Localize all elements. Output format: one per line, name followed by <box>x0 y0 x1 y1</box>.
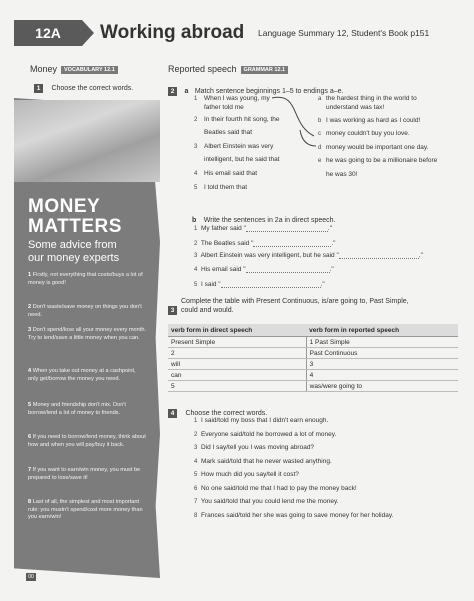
grammar-badge: GRAMMAR 12.1 <box>241 66 289 74</box>
ending-letter: a <box>318 96 322 102</box>
tip-4: 4 When you take out money at a cashpoint, only get/borrow the money you need. <box>28 368 136 382</box>
answer-line[interactable] <box>253 240 331 247</box>
page-title: Working abroad <box>100 22 245 43</box>
answer-line[interactable] <box>339 252 419 259</box>
answer-line[interactable] <box>221 281 321 288</box>
direct-speech-3[interactable]: 3 Albert Einstein was very intelligent, but he said " ." <box>194 252 423 259</box>
unit-arrow <box>82 20 94 46</box>
money-heading: Money <box>30 64 58 74</box>
sidebar-title-money: MONEY <box>28 196 101 217</box>
choice-item-7[interactable]: 7 You said/told that you could lend me the money. <box>194 498 339 505</box>
answer-line[interactable] <box>246 225 328 232</box>
beginning-4-line1: His email said that <box>204 170 258 177</box>
header-direct-speech: verb form in direct speech <box>168 324 306 337</box>
beginning-number: 1 <box>194 96 198 102</box>
table-cell: can <box>168 370 306 381</box>
tip-5: 5 Money and friendship don't mix. Don't borrow/lend a lot of money to friends. <box>28 402 126 416</box>
choice-item-4[interactable]: 4 Mark said/told that he never wasted anything. <box>194 458 332 465</box>
money-section-title <box>30 64 118 74</box>
exercise-3-header <box>168 299 177 317</box>
sidebar-title-matters: MATTERS <box>28 216 122 237</box>
beginning-number: 3 <box>194 144 198 150</box>
beginning-number: 4 <box>194 171 198 177</box>
vocabulary-badge: VOCABULARY 12.1 <box>61 66 118 74</box>
tip-8: 8 Last of all, the simplest and most important rule: you mustn't spend/cost more money than you earn/win! <box>28 499 143 521</box>
ending-a-line1: the hardest thing in the world to <box>326 95 417 102</box>
choice-item-8[interactable]: 8 Frances said/told her she was going to save money for her holiday. <box>194 512 394 519</box>
beginning-5-line1: I told them that <box>204 184 247 191</box>
ending-d-line1: money would be important one day. <box>326 144 429 151</box>
table-cell: will <box>168 359 306 370</box>
sidebar-subtitle-line1: Some advice from <box>28 239 117 251</box>
exercise-1-header <box>34 77 133 95</box>
ending-b-line1: I was working as hard as I could! <box>326 117 421 124</box>
table-cell[interactable]: 1 Past Simple <box>306 337 458 348</box>
table-row <box>168 337 458 348</box>
ending-letter: d <box>318 145 322 151</box>
direct-speech-4[interactable]: 4 His email said " ." <box>194 266 334 273</box>
table-row <box>168 370 458 381</box>
tip-3: 3 Don't spend/lose all your money every month. Try to lend/save a little money when you can. <box>28 327 146 341</box>
ending-letter: b <box>318 118 322 124</box>
table-cell[interactable]: 4 <box>306 370 458 381</box>
language-summary-ref: Language Summary 12, Student's Book p151 <box>258 28 430 38</box>
tip-7: 7 If you want to earn/win money, you must be prepared to lose/save it! <box>28 467 141 481</box>
exercise-4-instruction: Choose the correct words. <box>185 410 268 417</box>
ending-c-line1: money couldn't buy you love. <box>326 130 410 137</box>
direct-speech-2[interactable]: 2 The Beatles said " ." <box>194 240 336 247</box>
choice-item-5[interactable]: 5 How much did you say/tell it cost? <box>194 471 299 478</box>
tip-2: 2 Don't waste/save money on things you don't need. <box>28 304 142 318</box>
table-cell: was/were going to <box>306 381 458 392</box>
ending-e-line1: he was going to be a millionaire before <box>326 157 438 164</box>
ending-letter: e <box>318 158 322 164</box>
table-row <box>168 348 458 359</box>
beginning-number: 5 <box>194 185 198 191</box>
exercise-1-number: 1 <box>34 84 43 93</box>
choice-item-3[interactable]: 3 Did I say/tell you I was moving abroad? <box>194 444 315 451</box>
direct-speech-5[interactable]: 5 I said " ." <box>194 281 325 288</box>
choice-item-1[interactable]: 1 I said/told my boss that I didn't earn enough. <box>194 417 329 424</box>
beginning-number: 2 <box>194 117 198 123</box>
table-row <box>168 359 458 370</box>
table-cell[interactable]: 5 <box>168 381 306 392</box>
unit-label: 12A <box>14 20 82 46</box>
exercise-4-number: 4 <box>168 409 177 418</box>
reported-speech-section-title <box>168 64 288 74</box>
reported-speech-heading: Reported speech <box>168 64 237 74</box>
beginning-2-line2: Beatles said that <box>204 129 253 136</box>
exercise-1-instruction: Choose the correct words. <box>51 85 134 92</box>
table-cell[interactable]: 3 <box>306 359 458 370</box>
header-reported-speech: verb form in reported speech <box>306 324 458 337</box>
beginning-1-line1: When I was young, my <box>204 95 270 102</box>
table-cell[interactable]: 2 <box>168 348 306 359</box>
table-cell: Present Simple <box>168 337 306 348</box>
exercise-3-number: 3 <box>168 306 177 315</box>
choice-item-2[interactable]: 2 Everyone said/told he borrowed a lot of money. <box>194 431 337 438</box>
exercise-2a-instruction: Match sentence beginnings 1–5 to endings a–e. <box>194 88 344 95</box>
verb-form-table <box>168 324 458 392</box>
exercise-3-instruction-line2: could and would. <box>181 307 234 314</box>
table-cell: Past Continuous <box>306 348 458 359</box>
exercise-2a-letter: a <box>184 88 189 95</box>
page-number: 00 <box>26 573 36 581</box>
beginning-3-line1: Albert Einstein was very <box>204 143 274 150</box>
exercise-2b-instruction: Write the sentences in 2a in direct speech. <box>203 217 336 224</box>
table-header-row <box>168 324 458 337</box>
answer-line[interactable] <box>246 266 330 273</box>
table-row <box>168 381 458 392</box>
ending-a-line2: understand was tax! <box>326 104 385 111</box>
direct-speech-1[interactable]: 1 My father said " ." <box>194 225 333 232</box>
tip-1: 1 Firstly, not everything that costs/buys a lot of money is good! <box>28 272 143 286</box>
exercise-3-instruction-line1: Complete the table with Present Continuous, is/are going to, Past Simple, <box>181 298 409 305</box>
ending-e-line2: he was 30! <box>326 171 358 178</box>
beginning-2-line1: In their fourth hit song, the <box>204 116 280 123</box>
exercise-2b-letter: b <box>192 217 197 224</box>
exercise-2-number: 2 <box>168 87 177 96</box>
beginning-3-line2: intelligent, but he said that <box>204 156 280 163</box>
choice-item-6[interactable]: 6 No one said/told me that I had to pay the money back! <box>194 485 357 492</box>
beginning-1-line2: father told me <box>204 104 244 111</box>
matching-lines <box>270 94 320 154</box>
money-photo <box>14 100 160 182</box>
tip-6: 6 If you need to borrow/lend money, think about how and when you will pay/buy it back. <box>28 434 146 448</box>
ending-letter: c <box>318 131 321 137</box>
sidebar-subtitle-line2: our money experts <box>28 252 120 264</box>
